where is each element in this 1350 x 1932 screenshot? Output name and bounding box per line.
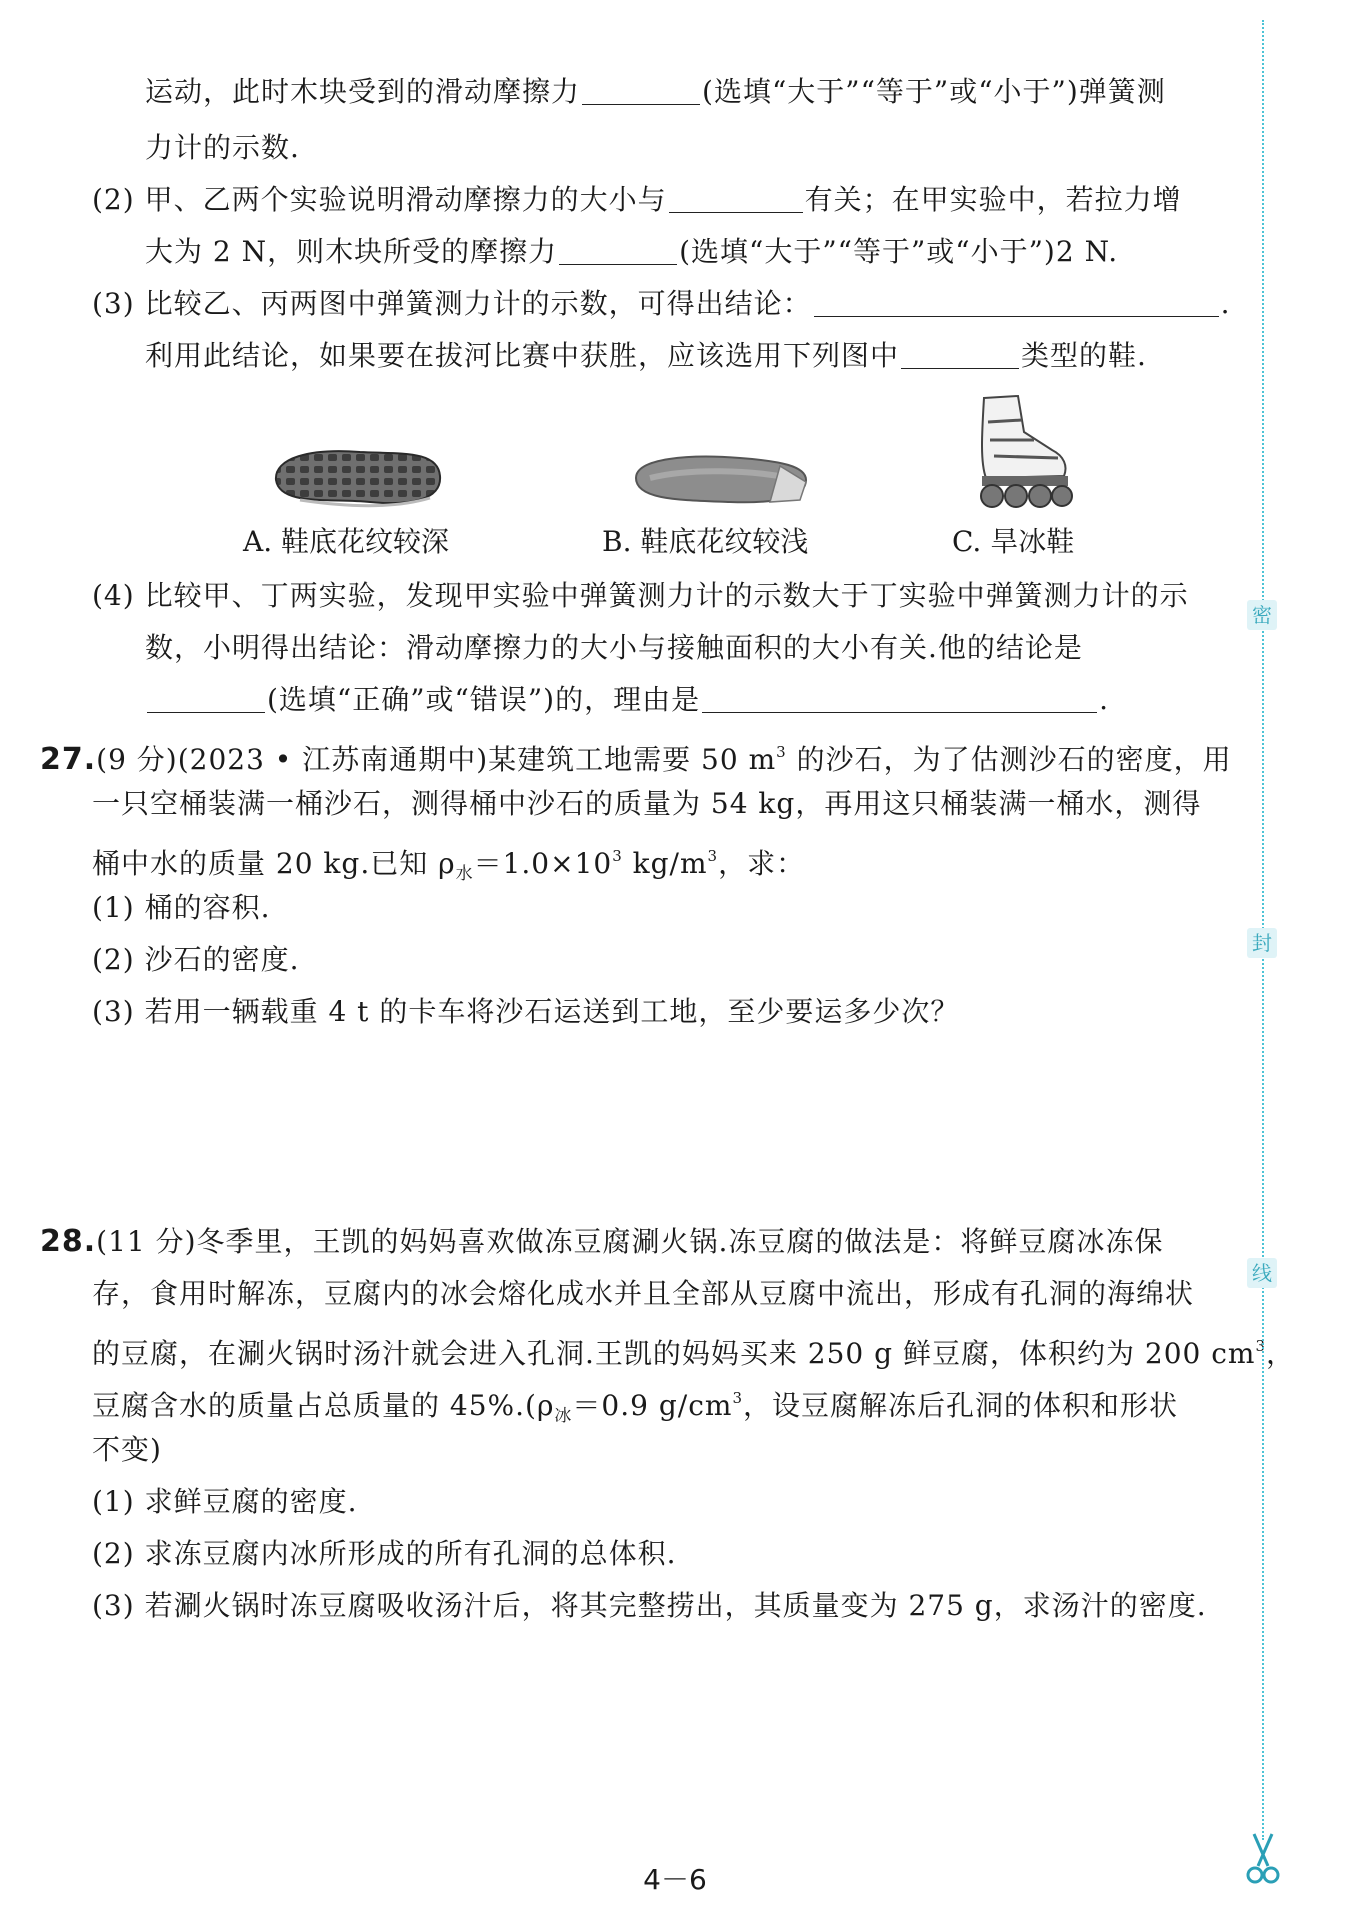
q27-text: (9 分)(2023 • 江苏南通期中)某建筑工地需要 50 m <box>96 743 777 776</box>
q27-line-1 <box>40 732 1232 780</box>
q26-part3-line-2 <box>145 336 1147 376</box>
q26-part4-line-1: (4) 比较甲、丁两实验，发现甲实验中弹簧测力计的示数大于丁实验中弹簧测力计的示 <box>92 579 1189 612</box>
q26-text: . <box>1099 683 1110 716</box>
answer-blank-4[interactable] <box>814 286 1219 317</box>
answer-blank-5[interactable] <box>901 338 1019 369</box>
q28-text: 冰 <box>554 1406 573 1426</box>
q28-text: 豆腐含水的质量占总质量的 45%.(ρ <box>92 1389 555 1422</box>
q26-line-1 <box>145 72 1166 112</box>
q26-text: (2) 甲、乙两个实验说明滑动摩擦力的大小与 <box>92 183 667 216</box>
q26-text: 类型的鞋. <box>1021 339 1147 372</box>
q27-text: ＝1.0×10 <box>473 847 613 880</box>
q26-text: (选填“正确”或“错误”)的，理由是 <box>267 683 701 716</box>
q28-sub-3: (3) 若涮火锅时冻豆腐吸收汤汁后，将其完整捞出，其质量变为 275 g，求汤汁的密度. <box>92 1589 1207 1622</box>
answer-blank-3[interactable] <box>559 234 677 265</box>
q27-text: 水 <box>455 864 474 884</box>
q26-part4-line-3 <box>145 680 1109 720</box>
q27-text: 3 <box>776 743 787 761</box>
shallow-tread-shoe-sole-image <box>630 448 810 510</box>
q27-text: 3 <box>707 847 719 865</box>
q26-text: (3) 比较乙、丙两图中弹簧测力计的示数，可得出结论： <box>92 287 812 320</box>
question-number: 28. <box>40 1224 97 1259</box>
answer-blank-1[interactable] <box>582 74 700 105</box>
binding-tag-mi: 密 <box>1247 600 1277 630</box>
q27-text: 3 <box>612 847 623 865</box>
q28-text: ＝0.9 g/cm <box>572 1389 733 1422</box>
q27-sub-3: (3) 若用一辆载重 4 t 的卡车将沙石运送到工地，至少要运多少次？ <box>92 995 960 1028</box>
q26-part4-line-2: 数，小明得出结论：滑动摩擦力的大小与接触面积的大小有关.他的结论是 <box>145 631 1083 664</box>
q26-part2-line-1 <box>92 180 1182 220</box>
q28-text: ，设豆腐解冻后孔洞的体积和形状 <box>743 1389 1179 1422</box>
q28-line-2: 存，食用时解冻，豆腐内的冰会熔化成水并且全部从豆腐中流出，形成有孔洞的海绵状 <box>92 1277 1195 1310</box>
q26-line-2: 力计的示数. <box>145 131 300 164</box>
q28-text: 3 <box>732 1389 743 1407</box>
q26-text: (选填“大于”“等于”或“小于”)弹簧测 <box>702 75 1166 108</box>
q28-text: 的豆腐，在涮火锅时汤汁就会进入孔洞.王凯的妈妈买来 250 g 鲜豆腐，体积约为 200 cm <box>92 1337 1256 1370</box>
q27-sub-1: (1) 桶的容积. <box>92 891 271 924</box>
q27-text: 的沙石，为了估测沙石的密度，用 <box>786 743 1232 776</box>
q27-sub-2: (2) 沙石的密度. <box>92 943 300 976</box>
q26-part2-line-2 <box>145 232 1118 272</box>
q26-part3-line-1 <box>92 284 1230 324</box>
q28-sub-2: (2) 求冻豆腐内冰所形成的所有孔洞的总体积. <box>92 1537 677 1570</box>
q28-text: ， <box>1266 1337 1296 1370</box>
answer-blank-2[interactable] <box>669 182 803 213</box>
q28-line-4 <box>92 1378 1178 1436</box>
q26-text: . <box>1220 287 1231 320</box>
q27-line-3 <box>92 836 805 894</box>
answer-blank-7[interactable] <box>702 682 1097 713</box>
q28-line-5: 不变) <box>92 1433 162 1466</box>
q26-text: 大为 2 N，则木块所受的摩擦力 <box>145 235 558 268</box>
binding-tag-feng: 封 <box>1247 928 1277 958</box>
q26-text: 利用此结论，如果要在拔河比赛中获胜，应该选用下列图中 <box>145 339 900 372</box>
question-number: 27. <box>40 742 97 777</box>
q28-text: (11 分)冬季里，王凯的妈妈喜欢做冻豆腐涮火锅.冻豆腐的做法是：将鲜豆腐冰冻保 <box>96 1225 1164 1258</box>
page-number: 4－6 <box>643 1863 707 1896</box>
shoe-option-c-label: C. 旱冰鞋 <box>952 525 1075 558</box>
q28-sub-1: (1) 求鲜豆腐的密度. <box>92 1485 358 1518</box>
q26-text: (选填“大于”“等于”或“小于”)2 N. <box>679 235 1119 268</box>
shoe-option-a-label: A. 鞋底花纹较深 <box>243 525 450 558</box>
shoe-option-b-label: B. 鞋底花纹较浅 <box>602 525 809 558</box>
q26-text: 运动，此时木块受到的滑动摩擦力 <box>145 75 581 108</box>
q26-text: 有关；在甲实验中，若拉力增 <box>804 183 1182 216</box>
q28-line-3 <box>92 1326 1295 1374</box>
q27-line-2: 一只空桶装满一桶沙石，测得桶中沙石的质量为 54 kg，再用这只桶装满一桶水，测得 <box>92 787 1202 820</box>
q27-text: kg/m <box>622 847 708 880</box>
q27-text: 桶中水的质量 20 kg.已知 ρ <box>92 847 456 880</box>
roller-skate-image <box>964 392 1074 512</box>
deep-tread-shoe-sole-image <box>270 440 442 512</box>
binding-tag-xian: 线 <box>1247 1258 1277 1288</box>
q28-line-1 <box>40 1222 1163 1262</box>
answer-blank-6[interactable] <box>147 682 265 713</box>
q28-text: 3 <box>1255 1337 1266 1355</box>
q27-text: ，求： <box>718 847 806 880</box>
